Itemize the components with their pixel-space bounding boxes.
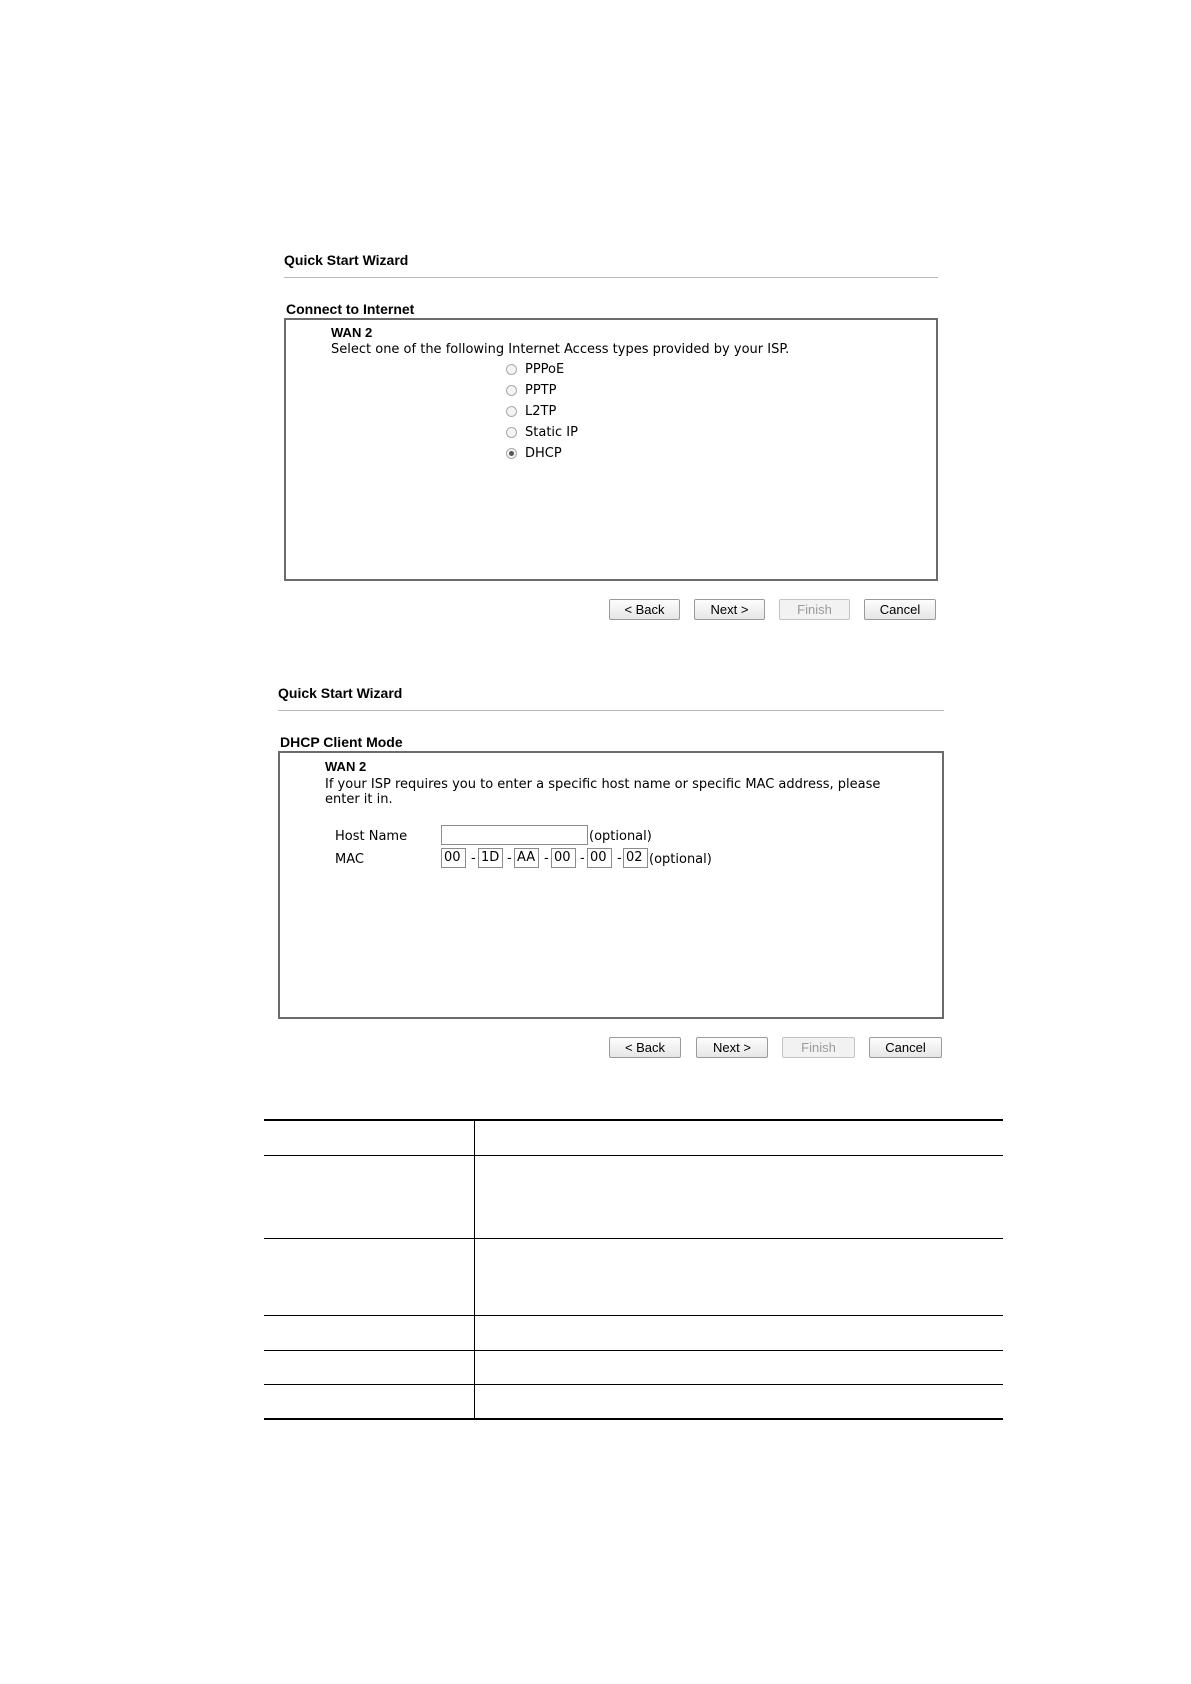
finish-button[interactable]: Finish — [779, 599, 850, 620]
radio-option-pppoe[interactable] — [506, 359, 578, 380]
wizard2-panel — [278, 751, 944, 1019]
cancel-button[interactable]: Cancel — [864, 599, 936, 620]
access-type-radio-group — [506, 359, 578, 464]
mac-octet-1-input[interactable]: 00 — [441, 848, 466, 868]
mac-separator: - — [617, 851, 622, 866]
table-column-divider — [474, 1119, 475, 1420]
wizard2-title: Quick Start Wizard — [278, 685, 403, 701]
cancel-button[interactable]: Cancel — [869, 1037, 942, 1058]
mac-octet-6-input[interactable]: 02 — [623, 848, 648, 868]
mac-separator: - — [471, 851, 476, 866]
radio-label: L2TP — [525, 404, 557, 419]
mac-octet-2-input[interactable]: 1D — [478, 848, 503, 868]
wizard1-instruction: Select one of the following Internet Access types provided by your ISP. — [331, 342, 790, 357]
wizard1-section-title: Connect to Internet — [286, 301, 415, 317]
table-row-divider — [264, 1384, 1003, 1385]
next-button[interactable]: Next > — [694, 599, 765, 620]
radio-button[interactable] — [506, 364, 517, 375]
wizard2-instruction-line1: If your ISP requires you to enter a specific host name or specific MAC address, please — [325, 777, 881, 792]
radio-label: Static IP — [525, 425, 578, 440]
mac-label: MAC — [335, 852, 364, 867]
back-button[interactable]: < Back — [609, 1037, 681, 1058]
wizard2-divider — [278, 710, 944, 711]
wizard2-section-title: DHCP Client Mode — [280, 734, 403, 750]
wizard2-instruction-line2: enter it in. — [325, 792, 393, 807]
radio-option-static-ip[interactable] — [506, 422, 578, 443]
table-row-divider — [264, 1315, 1003, 1316]
mac-separator: - — [580, 851, 585, 866]
table-top-border — [264, 1119, 1003, 1121]
mac-octet-3-input[interactable]: AA — [514, 848, 539, 868]
back-button[interactable]: < Back — [609, 599, 680, 620]
radio-option-dhcp[interactable] — [506, 443, 578, 464]
table-row-divider — [264, 1238, 1003, 1239]
radio-button[interactable] — [506, 448, 517, 459]
wizard2-wan-label: WAN 2 — [325, 759, 367, 774]
radio-label: DHCP — [525, 446, 562, 461]
radio-button[interactable] — [506, 427, 517, 438]
radio-option-l2tp[interactable] — [506, 401, 578, 422]
mac-separator: - — [544, 851, 549, 866]
wizard1-divider — [284, 277, 938, 278]
mac-separator: - — [507, 851, 512, 866]
finish-button[interactable]: Finish — [782, 1037, 855, 1058]
mac-octet-5-input[interactable]: 00 — [587, 848, 612, 868]
radio-button[interactable] — [506, 385, 517, 396]
table-bottom-border — [264, 1418, 1003, 1420]
radio-option-pptp[interactable] — [506, 380, 578, 401]
host-name-label: Host Name — [335, 829, 408, 844]
next-button[interactable]: Next > — [696, 1037, 768, 1058]
description-table — [264, 1119, 1003, 1421]
mac-optional: (optional) — [649, 852, 712, 867]
host-name-optional: (optional) — [589, 829, 652, 844]
host-name-input[interactable] — [441, 825, 588, 845]
radio-label: PPPoE — [525, 362, 565, 377]
table-row-divider — [264, 1350, 1003, 1351]
wizard1-panel — [284, 318, 938, 581]
radio-button[interactable] — [506, 406, 517, 417]
table-row-divider — [264, 1155, 1003, 1156]
wizard1-title: Quick Start Wizard — [284, 252, 409, 268]
wizard1-wan-label: WAN 2 — [331, 325, 373, 340]
mac-octet-4-input[interactable]: 00 — [551, 848, 576, 868]
radio-label: PPTP — [525, 383, 557, 398]
